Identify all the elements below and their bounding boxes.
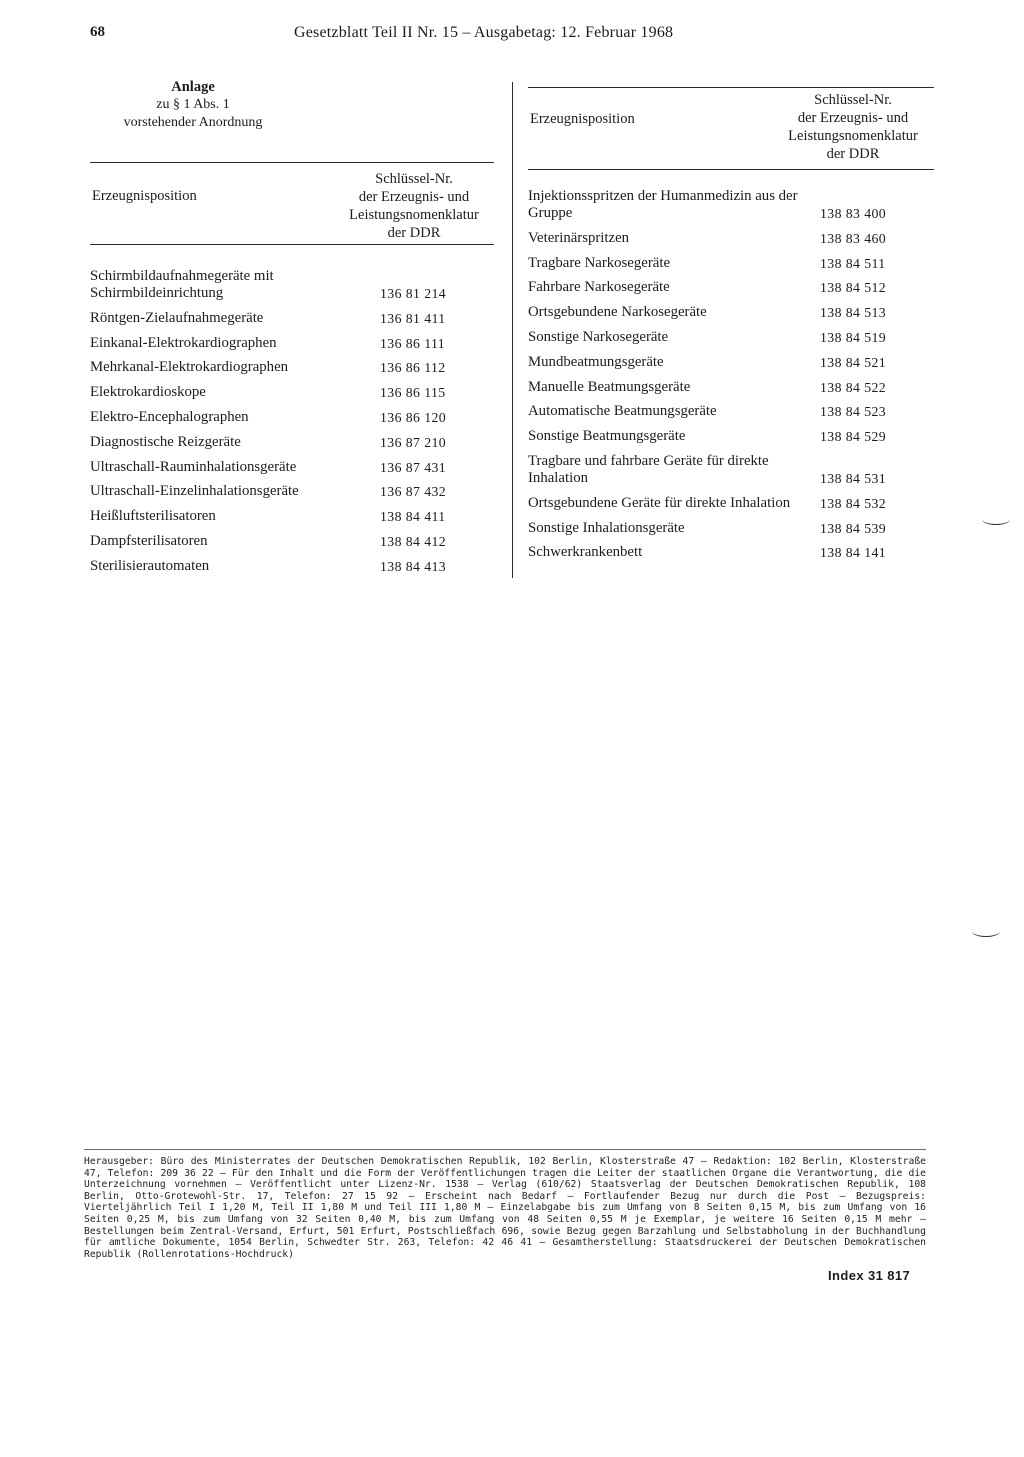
product-name: Sterilisierautomaten: [90, 557, 210, 574]
table-row: [528, 544, 890, 561]
key-number: 136 81 214: [380, 286, 447, 301]
product-name: Diagnostische Reizgeräte: [90, 433, 241, 450]
table-row: [528, 230, 890, 247]
scan-mark: [972, 926, 1000, 937]
table-row: [90, 268, 450, 302]
right-column-header-product: Erzeugnisposition: [530, 111, 635, 127]
product-name: Dampfsterilisatoren: [90, 532, 208, 549]
imprint-rule: [84, 1149, 926, 1150]
product-name: Heißluftsterilisatoren: [90, 508, 216, 525]
table-row: [528, 279, 890, 296]
key-header-line: Schlüssel-Nr.: [375, 171, 453, 187]
key-number: 136 86 111: [380, 335, 446, 351]
table-row: [528, 428, 890, 445]
key-header-line: der DDR: [826, 146, 880, 162]
product-name: Einkanal-Elektrokardiographen: [90, 334, 277, 351]
table-row: [90, 409, 450, 426]
table-row: [528, 329, 890, 346]
column-divider: [512, 82, 513, 578]
key-number: 138 84 519: [820, 329, 887, 345]
left-table-header-rule: [90, 244, 494, 245]
key-header-line: der Erzeugnis- und: [797, 110, 909, 126]
table-row: [528, 495, 890, 512]
table-row: [528, 188, 890, 222]
product-name: Ortsgebundene Narkosegeräte: [528, 304, 707, 321]
key-header-line: Leistungsnomenklatur: [788, 128, 918, 144]
table-row: [90, 335, 450, 352]
key-header-line: Leistungsnomenklatur: [349, 207, 479, 223]
left-column-header-product: Erzeugnisposition: [92, 188, 197, 204]
left-column-header-key: [330, 170, 498, 242]
product-name: Injektionsspritzen der Humanmedizin aus der Gruppe: [528, 188, 798, 221]
table-row: [90, 533, 450, 550]
right-product-table: [528, 188, 890, 569]
annex-reference-continued: vorstehender Anordnung: [123, 115, 263, 130]
key-number: 138 84 141: [820, 545, 887, 561]
key-number: 138 83 460: [820, 230, 887, 246]
key-number: 138 84 512: [820, 280, 887, 296]
index-number: Index 31 817: [828, 1268, 911, 1283]
left-product-table: [90, 268, 450, 583]
product-name: Manuelle Beatmungsgeräte: [528, 378, 691, 395]
table-row: [528, 403, 890, 420]
table-row: [528, 354, 890, 371]
product-name: Elektro-Encephalographen: [90, 408, 249, 425]
annex-reference: zu § 1 Abs. 1: [156, 97, 230, 112]
key-number: 136 87 210: [380, 434, 447, 450]
product-name: Mehrkanal-Elektrokardiographen: [90, 359, 289, 376]
table-row: [528, 453, 890, 487]
product-name: Sonstige Inhalationsgeräte: [528, 519, 685, 536]
key-number: 138 84 539: [820, 520, 887, 536]
table-row: [528, 255, 890, 272]
table-row: [90, 434, 450, 451]
table-row: [90, 459, 450, 476]
scan-mark: [982, 514, 1010, 525]
product-name: Tragbare Narkosegeräte: [528, 254, 671, 271]
product-name: Fahrbare Narkosegeräte: [528, 279, 670, 296]
key-number: 138 84 411: [380, 509, 446, 525]
product-name: Automatische Beatmungsgeräte: [528, 403, 717, 420]
imprint-text: Herausgeber: Büro des Ministerrates der Deutschen Demokratischen Republik, 102 Berlin, Klosterstraße 47 – Redaktion: 102 Berlin, Klosterstraße 47, Telefon: 209 36 22 – Für den Inhalt und die Form der Veröffentlichungen tragen die Leiter der staatlichen Organe die Verantwortung, die die Unterzeichnung vornehmen – Veröffentlicht unter Lizenz-Nr. 1538 – Verlag (610/62) Staatsverlag der Deutschen Demokratischen Republik, 108 Berlin, Otto-Grotewohl-Str. 17, Telefon: 27 15 92 – Erscheint nach Bedarf – Fortlaufender Bezug nur durch die Post – Bezugspreis: Vierteljährlich Teil I 1,20 M, Teil II 1,80 M und Teil III 1,80 M – Einzelabgabe bis zum Umfang von 8 Seiten 0,15 M, bis zum Umfang von 16 Seiten 0,25 M, bis zum Umfang von 32 Seiten 0,40 M, bis zum Umfang von 48 Seiten 0,55 M je Exemplar, je weitere 16 Seiten 0,15 M mehr – Bestellungen beim Zentral-Versand, Erfurt, 501 Erfurt, Postschließfach 696, sowie Bezug gegen Barzahlung und Selbstabholung in der Buchhandlung für amtliche Dokumente, 1054 Berlin, Schwedter Str. 263, Telefon: 42 46 41 – Gesamtherstellung: Staatsdruckerei der Deutschen Demokratischen Republik (Rollenrotations-Hochdruck): [84, 1156, 926, 1260]
product-name: Veterinärspritzen: [528, 229, 630, 246]
left-table-top-rule: [90, 162, 494, 163]
key-number: 138 84 511: [820, 255, 886, 271]
table-row: [90, 558, 450, 575]
key-number: 136 86 112: [380, 360, 446, 376]
key-number: 138 84 522: [820, 379, 887, 395]
right-column-header-key: [768, 91, 938, 163]
key-number: 138 84 412: [380, 533, 447, 549]
table-row: [90, 310, 450, 327]
key-number: 136 86 115: [380, 385, 446, 401]
key-number: 138 84 521: [820, 354, 887, 370]
product-name: Ultraschall-Einzelinhalationsgeräte: [90, 483, 299, 500]
key-number: 138 84 513: [820, 305, 887, 321]
key-number: 138 84 413: [380, 558, 447, 574]
product-name: Elektrokardioskope: [90, 384, 206, 401]
product-name: Schirmbildaufnahmegeräte mit Schirmbildeinrichtung: [90, 268, 274, 301]
key-header-line: Schlüssel-Nr.: [814, 92, 892, 108]
key-header-line: der DDR: [387, 225, 441, 241]
product-name: Tragbare und fahrbare Geräte für direkte Inhalation: [528, 452, 769, 486]
table-row: [528, 379, 890, 396]
product-name: Röntgen-Zielaufnahmegeräte: [90, 309, 264, 326]
annex-heading: [90, 78, 296, 132]
annex-title: Anlage: [171, 79, 215, 95]
right-table-header-rule: [528, 169, 934, 170]
key-number: 138 83 400: [820, 206, 887, 221]
key-number: 138 84 529: [820, 429, 887, 445]
table-row: [90, 359, 450, 376]
table-row: [90, 508, 450, 525]
key-number: 138 84 531: [820, 470, 887, 486]
right-table-top-rule: [528, 87, 934, 88]
table-row: [528, 304, 890, 321]
page-number: 68: [90, 24, 105, 40]
product-name: Mundbeatmungsgeräte: [528, 353, 664, 370]
key-header-line: der Erzeugnis- und: [358, 189, 470, 205]
key-number: 136 87 432: [380, 484, 447, 500]
product-name: Ortsgebundene Geräte für direkte Inhalation: [528, 494, 791, 511]
product-name: Schwerkrankenbett: [528, 544, 643, 561]
key-number: 136 86 120: [380, 409, 447, 425]
running-head: Gesetzblatt Teil II Nr. 15 – Ausgabetag: 12. Februar 1968: [294, 24, 674, 41]
table-row: [528, 520, 890, 537]
product-name: Ultraschall-Rauminhalationsgeräte: [90, 458, 297, 475]
product-name: Sonstige Narkosegeräte: [528, 328, 669, 345]
product-name: Sonstige Beatmungsgeräte: [528, 428, 686, 445]
key-number: 136 81 411: [380, 310, 446, 326]
key-number: 136 87 431: [380, 459, 447, 475]
key-number: 138 84 532: [820, 495, 887, 511]
key-number: 138 84 523: [820, 404, 887, 420]
table-row: [90, 384, 450, 401]
table-row: [90, 483, 450, 500]
